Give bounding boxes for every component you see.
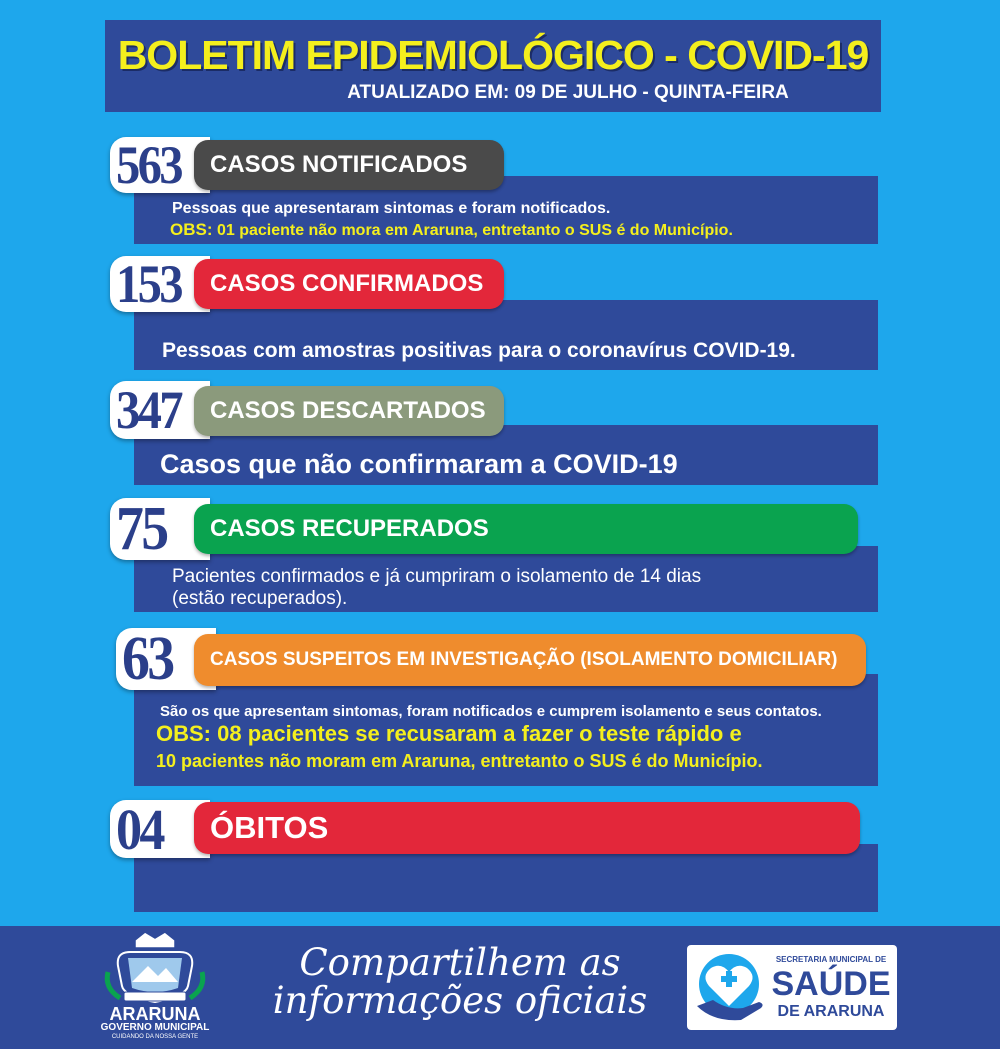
section-description: Casos que não confirmaram a COVID-19 [160, 449, 678, 479]
count-number: 563 [116, 135, 181, 195]
description-line: (estão recuperados). [172, 588, 348, 609]
observation-note: OBS: 08 pacientes se recusaram a fazer o teste rápido e [156, 721, 742, 746]
description-line: Pacientes confirmados e já cumpriram o isolamento de 14 dias [172, 566, 702, 587]
update-date: ATUALIZADO EM: 09 DE JULHO - QUINTA-FEIRA [347, 82, 789, 103]
logo-bottom-text: DE ARARUNA [777, 1003, 885, 1020]
crest-motto: CUIDANDO DA NOSSA GENTE [111, 1034, 199, 1040]
page-title: BOLETIM EPIDEMIOLÓGICO - COVID-19 [117, 32, 869, 78]
section-description [172, 566, 701, 610]
section-description: Pessoas com amostras positivas para o coronavírus COVID-19. [162, 339, 796, 362]
city-crest-icon [100, 930, 210, 1006]
section-label: CASOS RECUPERADOS [194, 504, 858, 554]
share-line-1: Compartilhem as [299, 941, 621, 984]
crest-subtitle: GOVERNO MUNICIPAL [100, 1022, 210, 1033]
obs-prefix: OBS: [170, 220, 213, 239]
section-label: CASOS SUSPEITOS EM INVESTIGAÇÃO (ISOLAMENTO DOMICILIAR) [194, 634, 866, 686]
obs-text: 01 paciente não mora em Araruna, entretanto o SUS é do Município. [212, 222, 733, 239]
crest-name: ARARUNA [109, 1004, 201, 1024]
count-number: 347 [116, 380, 181, 440]
header-banner [105, 20, 881, 112]
count-number: 04 [116, 796, 163, 862]
health-heart-hand-icon [691, 948, 771, 1028]
share-line-2: informações oficiais [272, 979, 648, 1022]
observation-note: 10 pacientes não moram em Araruna, entretanto o SUS é do Município. [156, 751, 763, 771]
section-panel [134, 844, 878, 912]
count-number: 75 [116, 494, 167, 563]
logo-main-text: SAÚDE [771, 965, 891, 1003]
logo-top-text: SECRETARIA MUNICIPAL DE [775, 955, 887, 964]
section-label: CASOS DESCARTADOS [194, 386, 504, 436]
count-number: 63 [122, 624, 173, 693]
section-label: CASOS NOTIFICADOS [194, 140, 504, 190]
health-secretariat-logo [687, 945, 897, 1030]
city-crest [100, 930, 210, 1046]
section-label: CASOS CONFIRMADOS [194, 259, 504, 309]
section-label: ÓBITOS [194, 802, 860, 854]
section-description: São os que apresentam sintomas, foram notificados e cumprem isolamento e seus contatos. [160, 703, 822, 720]
count-number: 153 [116, 254, 181, 314]
section-description: Pessoas que apresentaram sintomas e foram notificados. [172, 200, 611, 217]
observation-note [170, 220, 733, 240]
